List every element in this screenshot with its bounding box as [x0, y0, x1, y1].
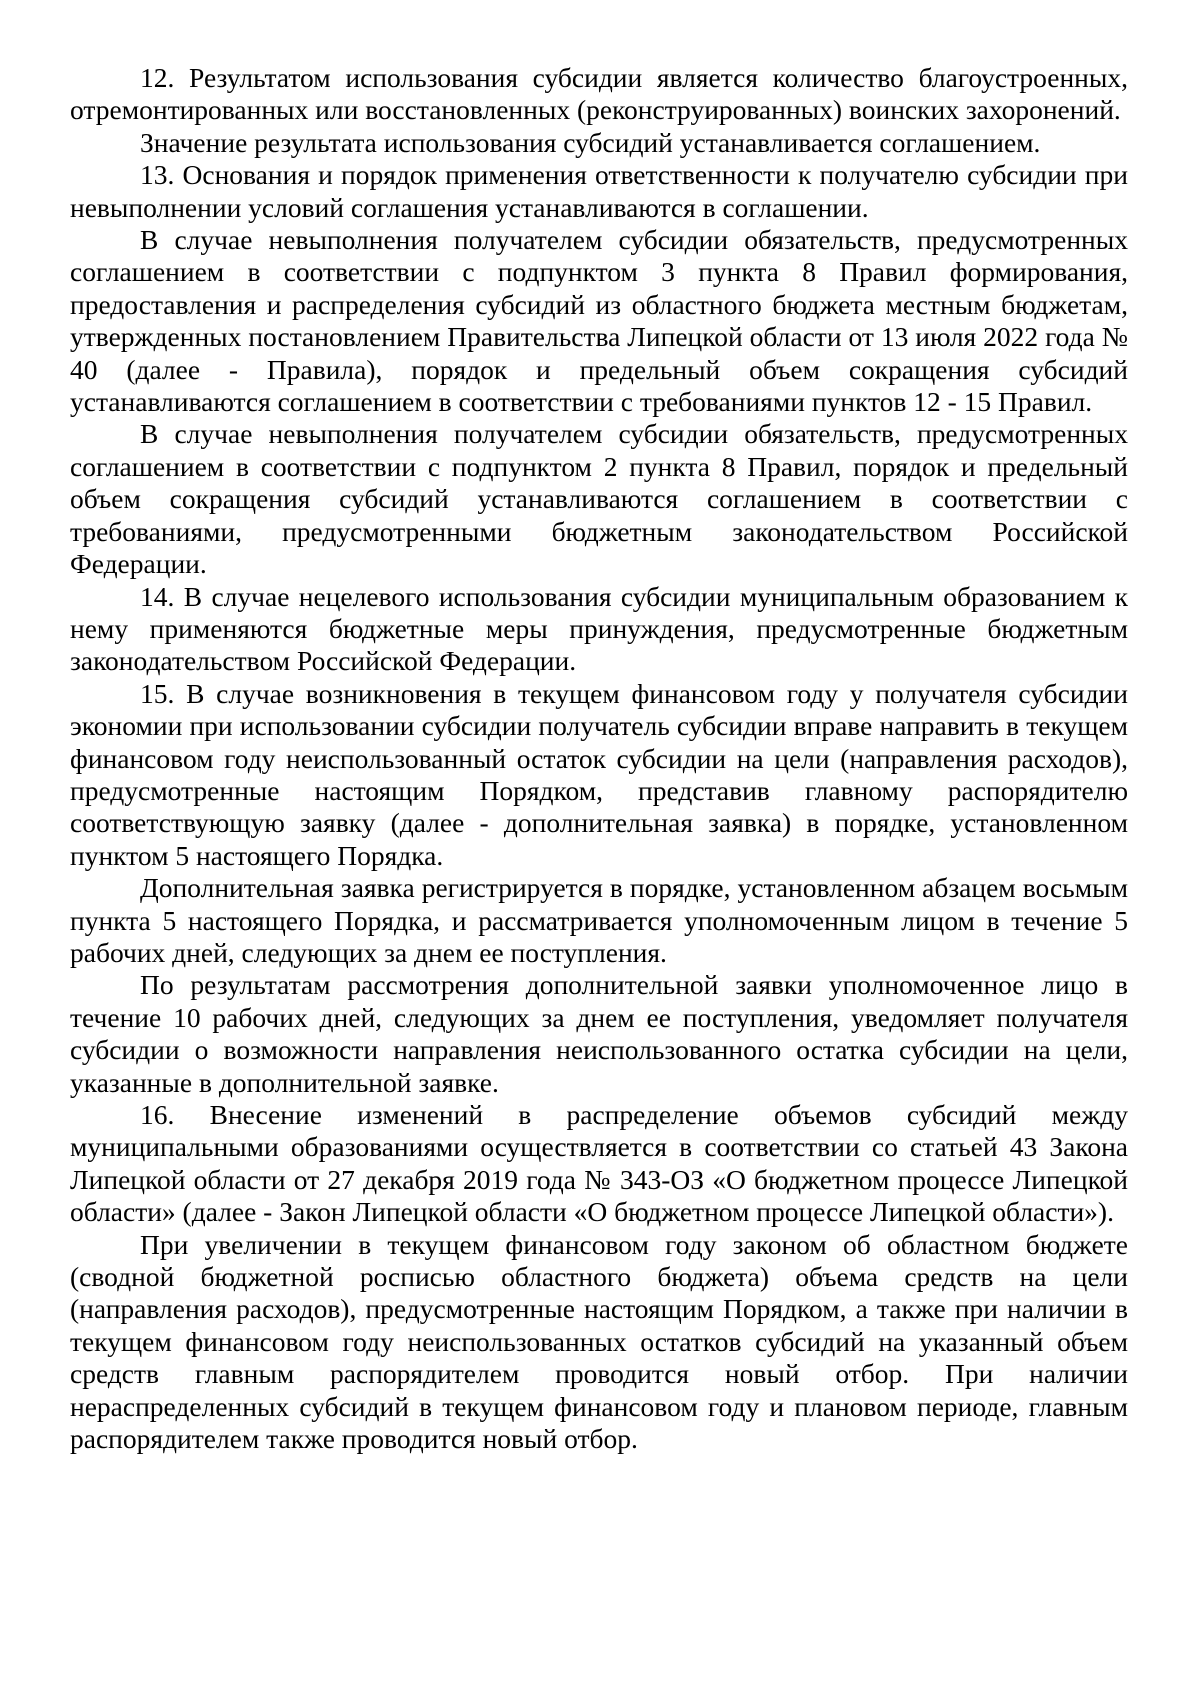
- paragraph-12-result: 12. Результатом использования субсидии является количество благоустроенных, отремонтированных или восстановленных (реконструированных) воинских захоронений.: [70, 62, 1128, 126]
- paragraph-additional-request-review: По результатам рассмотрения дополнительной заявки уполномоченное лицо в течение 10 рабочих дней, следующих за днем ее поступления, уведомляет получателя субсидии о возможности направления неиспользованного остатка субсидии на цели, указанные в дополнительной заявке.: [70, 969, 1128, 1098]
- paragraph-13-responsibility: 13. Основания и порядок применения ответственности к получателю субсидии при невыполнении условий соглашения устанавливаются в соглашении.: [70, 159, 1128, 223]
- document-page: [70, 62, 1128, 1455]
- paragraph-additional-request-registration: Дополнительная заявка регистрируется в порядке, установленном абзацем восьмым пункта 5 настоящего Порядка, и рассматривается уполномоченным лицом в течение 5 рабочих дней, следующих за днем ее поступления.: [70, 872, 1128, 968]
- paragraph-result-value: Значение результата использования субсидий устанавливается соглашением.: [140, 126, 1041, 158]
- paragraph-reduction-subpoint-2: В случае невыполнения получателем субсидии обязательств, предусмотренных соглашением в соответствии с подпунктом 2 пункта 8 Правил, порядок и предельный объем сокращения субсидий устанавливаются соглашением в соответствии с требованиями, предусмотренными бюджетным законодательством Российской Федерации.: [70, 418, 1128, 580]
- paragraph-reduction-subpoint-3: В случае невыполнения получателем субсидии обязательств, предусмотренных соглашением в соответствии с подпунктом 3 пункта 8 Правил формирования, предоставления и распределения субсидий из областного бюджета местным бюджетам, утвержденных постановлением Правительства Липецкой области от 13 июля 2022 года № 40 (далее - Правила), порядок и предельный объем сокращения субсидий устанавливаются соглашением в соответствии с требованиями пунктов 12 - 15 Правил.: [70, 224, 1128, 418]
- paragraph-15-savings: 15. В случае возникновения в текущем финансовом году у получателя субсидии экономии при использовании субсидии получатель субсидии вправе направить в текущем финансовом году неиспользованный остаток субсидии на цели (направления расходов), предусмотренные настоящим Порядком, представив главному распорядителю соответствующую заявку (далее - дополнительная заявка) в порядке, установленном пунктом 5 настоящего Порядка.: [70, 677, 1128, 871]
- paragraph-new-selection: При увеличении в текущем финансовом году законом об областном бюджете (сводной бюджетной росписью областного бюджета) объема средств на цели (направления расходов), предусмотренные настоящим Порядком, а также при наличии в текущем финансовом году неиспользованных остатков субсидий на указанный объем средств главным распорядителем проводится новый отбор. При наличии нераспределенных субсидий в текущем финансовом году и плановом периоде, главным распорядителем также проводится новый отбор.: [70, 1228, 1128, 1455]
- paragraph-16-distribution-changes: 16. Внесение изменений в распределение объемов субсидий между муниципальными образованиями осуществляется в соответствии со статьей 43 Закона Липецкой области от 27 декабря 2019 года № 343-ОЗ «О бюджетном процессе Липецкой области» (далее - Закон Липецкой области «О бюджетном процессе Липецкой области»).: [70, 1099, 1128, 1228]
- paragraph-14-misuse: 14. В случае нецелевого использования субсидии муниципальным образованием к нему применяются бюджетные меры принуждения, предусмотренные бюджетным законодательством Российской Федерации.: [70, 580, 1128, 677]
